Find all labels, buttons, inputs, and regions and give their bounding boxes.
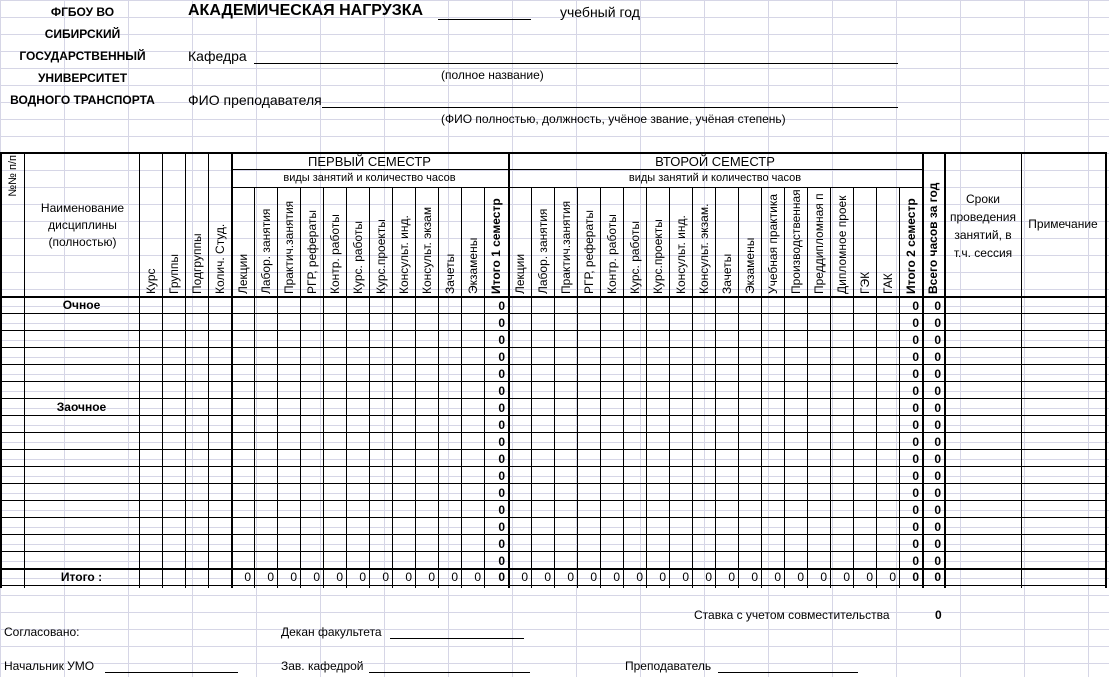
table-column-line <box>162 152 163 588</box>
table-row-line <box>0 585 1106 586</box>
total-value: 0 <box>682 570 689 584</box>
table-row-line <box>0 432 1106 433</box>
org-line: СИБИРСКИЙ <box>44 27 121 41</box>
row-total-value: 0 <box>498 418 505 432</box>
table-column-line <box>231 152 233 588</box>
sem2-subtitle: виды занятий и количество часов <box>628 172 802 184</box>
col-header-sem2: Консульт. экзам. <box>696 203 711 294</box>
row-total-value: 0 <box>912 486 919 500</box>
table-column-line <box>853 187 854 588</box>
sem1-title: ПЕРВЫЙ СЕМЕСТР <box>308 154 431 169</box>
teacher-signature-field[interactable] <box>718 672 858 673</box>
table-column-line <box>369 187 370 588</box>
table-column-line <box>323 187 324 588</box>
sem1-subtitle: виды занятий и количество часов <box>283 172 456 184</box>
col-header-sem1: Консульт. экзам <box>419 206 434 294</box>
col-header-sem2: Экзамены <box>742 237 757 294</box>
total-value: 0 <box>405 570 412 584</box>
col-header-sem1: Курс. работы <box>350 221 365 294</box>
table-column-line <box>531 187 532 588</box>
table-column-line <box>208 152 209 588</box>
col-header-sem1: Курс.проекты <box>373 219 388 294</box>
total-value: 0 <box>843 570 850 584</box>
row-total-value: 0 <box>498 316 505 330</box>
header-bottom-line <box>0 296 1106 298</box>
total-value: 0 <box>498 570 505 584</box>
row-total-value: 0 <box>498 520 505 534</box>
row-total-value: 0 <box>912 520 919 534</box>
total-value: 0 <box>544 570 551 584</box>
row-total-value: 0 <box>912 350 919 364</box>
umo-signature-field[interactable] <box>105 672 238 673</box>
row-total-value: 0 <box>498 435 505 449</box>
table-column-line <box>830 187 831 588</box>
row-total-value: 0 <box>934 520 941 534</box>
col-header-sem1: Экзамены <box>465 237 480 294</box>
table-column-line <box>784 187 785 588</box>
table-row-line <box>0 449 1106 450</box>
dean-signature-field[interactable] <box>390 638 524 639</box>
row-total-value: 0 <box>912 401 919 415</box>
row-total-value: 0 <box>498 452 505 466</box>
row-total-value: 0 <box>934 418 941 432</box>
row-total-value: 0 <box>498 333 505 347</box>
col-header-sem2: Курс.проекты <box>650 219 665 294</box>
total-value: 0 <box>313 570 320 584</box>
table-row-line <box>0 364 1106 365</box>
col-header-sem2: Лекции <box>512 253 527 294</box>
total-value: 0 <box>521 570 528 584</box>
col-header-sem2: Практич.занятия <box>558 200 573 294</box>
table-row-line <box>0 347 1106 348</box>
table-row-line <box>0 415 1106 416</box>
row-total-value: 0 <box>912 316 919 330</box>
row-total-value: 0 <box>934 316 941 330</box>
table-row-line <box>0 517 1106 518</box>
row-total-value: 0 <box>912 537 919 551</box>
row-total-value: 0 <box>912 333 919 347</box>
row-total-value: 0 <box>498 554 505 568</box>
total-value: 0 <box>728 570 735 584</box>
row-total-value: 0 <box>934 452 941 466</box>
table-column-line <box>139 152 140 588</box>
total-value: 0 <box>613 570 620 584</box>
row-total-value: 0 <box>912 384 919 398</box>
col-num-header: №№ п/п <box>7 155 19 197</box>
agreed-label: Согласовано: <box>4 625 80 639</box>
row-total-value: 0 <box>498 350 505 364</box>
col-header-sem2: Консульт. инд. <box>673 215 688 294</box>
table-row-line <box>0 483 1106 484</box>
col-note-header: Примечание <box>1028 217 1098 231</box>
total-row-label: Итого : <box>60 570 103 584</box>
total-value: 0 <box>382 570 389 584</box>
row-total-value: 0 <box>912 469 919 483</box>
table-row-line <box>0 381 1106 382</box>
table-column-line <box>185 152 186 588</box>
row-total-value: 0 <box>498 299 505 313</box>
total-value: 0 <box>267 570 274 584</box>
row-total-value: 0 <box>934 554 941 568</box>
org-line: ФГБОУ ВО <box>50 5 115 19</box>
dept-hint: (полное название) <box>441 68 544 82</box>
table-column-line <box>415 187 416 588</box>
col-header-fixed: Курс <box>143 268 158 294</box>
total-value: 0 <box>244 570 251 584</box>
section-full-time: Очное <box>62 298 101 312</box>
row-total-value: 0 <box>912 435 919 449</box>
row-total-value: 0 <box>912 452 919 466</box>
dept-field[interactable] <box>254 63 898 64</box>
col-dates-header: Сроки проведения занятий, в т.ч. сессия <box>950 192 1016 260</box>
total-value: 0 <box>912 570 919 584</box>
row-total-value: 0 <box>912 299 919 313</box>
col-header-sem1: РГР, рефераты <box>304 209 319 294</box>
col-header-sem2: Курс. работы <box>627 221 642 294</box>
table-column-line <box>277 187 278 588</box>
col-header-sem1-total: Итого 1 семестр <box>489 198 503 294</box>
row-total-value: 0 <box>498 401 505 415</box>
row-total-value: 0 <box>498 367 505 381</box>
teacher-hint: (ФИО полностью, должность, учёное звание, учёная степень) <box>441 112 786 126</box>
col-header-fixed: Подгруппы <box>189 233 204 294</box>
table-column-line <box>577 187 578 588</box>
table-row-line <box>0 330 1106 331</box>
table-column-line <box>646 187 647 588</box>
umo-label: Начальник УМО <box>4 659 95 673</box>
row-total-value: 0 <box>912 418 919 432</box>
row-total-value: 0 <box>934 350 941 364</box>
dept-label: Кафедра <box>188 48 247 64</box>
table-column-line <box>484 187 485 588</box>
row-total-value: 0 <box>498 486 505 500</box>
row-total-value: 0 <box>498 384 505 398</box>
col-header-sem1: Зачеты <box>442 253 457 294</box>
total-value: 0 <box>934 570 941 584</box>
teacher-sign-label: Преподаватель <box>625 659 712 673</box>
col-header-sem1: Лекции <box>235 253 250 294</box>
col-header-year-total: Всего часов за год <box>926 182 940 294</box>
teacher-field[interactable] <box>322 107 898 108</box>
org-line: УНИВЕРСИТЕТ <box>37 71 128 85</box>
row-total-value: 0 <box>934 367 941 381</box>
total-value: 0 <box>359 570 366 584</box>
total-value: 0 <box>659 570 666 584</box>
stavka-value: 0 <box>935 608 942 622</box>
row-total-value: 0 <box>934 401 941 415</box>
head-label: Зав. кафедрой <box>281 659 364 673</box>
org-line: ГОСУДАРСТВЕННЫЙ <box>19 49 146 63</box>
stavka-label: Ставка с учетом совместительства <box>694 608 890 622</box>
table-column-line <box>876 187 877 588</box>
row-total-value: 0 <box>912 503 919 517</box>
total-value: 0 <box>889 570 896 584</box>
total-value: 0 <box>636 570 643 584</box>
row-total-value: 0 <box>498 469 505 483</box>
col-header-sem2: Лабор. занятия <box>535 208 550 294</box>
total-value: 0 <box>474 570 481 584</box>
col-header-sem2: Дипломное проек <box>834 195 849 294</box>
table-column-line <box>0 152 2 588</box>
table-row-line <box>0 500 1106 501</box>
table-column-line <box>692 187 693 588</box>
total-value: 0 <box>567 570 574 584</box>
row-total-value: 0 <box>934 384 941 398</box>
col-header-sem2: РГР, рефераты <box>581 209 596 294</box>
col-header-fixed: Колич. Студ. <box>212 223 227 294</box>
row-total-value: 0 <box>934 333 941 347</box>
section-part-time: Заочное <box>56 400 107 414</box>
table-column-line <box>300 187 301 588</box>
col-header-sem2: Преддипломная п <box>811 193 826 294</box>
sem2-title: ВТОРОЙ СЕМЕСТР <box>655 154 775 169</box>
col-header-sem2: ГЭК <box>857 271 872 294</box>
table-column-line <box>254 187 255 588</box>
table-row-line <box>0 313 1106 314</box>
total-value: 0 <box>590 570 597 584</box>
col-header-sem2: Учебная практика <box>765 193 780 294</box>
table-column-line <box>623 187 624 588</box>
row-total-value: 0 <box>934 486 941 500</box>
total-value: 0 <box>866 570 873 584</box>
col-header-sem2: Зачеты <box>719 253 734 294</box>
dean-label: Декан факультета <box>281 625 382 639</box>
total-value: 0 <box>428 570 435 584</box>
total-value: 0 <box>336 570 343 584</box>
table-column-line <box>715 187 716 588</box>
table-row-line <box>0 534 1106 535</box>
table-row-line <box>0 466 1106 467</box>
col-header-fixed: Группы <box>166 254 181 294</box>
total-value: 0 <box>290 570 297 584</box>
table-column-line <box>738 187 739 588</box>
head-signature-field[interactable] <box>369 672 530 673</box>
col-header-sem2-total: Итого 2 семестр <box>903 198 918 294</box>
table-column-line <box>761 187 762 588</box>
year-field[interactable] <box>438 19 531 20</box>
table-column-line <box>392 187 393 588</box>
col-header-sem2: Производственная <box>788 189 803 294</box>
col-header-sem1: Консульт. инд. <box>396 215 411 294</box>
table-column-line <box>554 187 555 588</box>
teacher-label: ФИО преподавателя <box>188 92 322 108</box>
table-column-line <box>24 152 25 588</box>
total-value: 0 <box>797 570 804 584</box>
row-total-value: 0 <box>498 537 505 551</box>
row-total-value: 0 <box>934 469 941 483</box>
total-value: 0 <box>751 570 758 584</box>
table-column-line <box>346 187 347 588</box>
table-column-line <box>899 187 900 588</box>
total-value: 0 <box>451 570 458 584</box>
table-row-line <box>0 551 1106 552</box>
table-column-line <box>807 187 808 588</box>
table-column-line <box>600 187 601 588</box>
table-column-line <box>1105 152 1107 588</box>
table-column-line <box>508 152 510 588</box>
col-header-sem2: ГАК <box>880 273 895 294</box>
col-header-sem1: Практич.занятия <box>281 200 296 294</box>
total-value: 0 <box>820 570 827 584</box>
col-header-sem1: Лабор. занятия <box>258 208 273 294</box>
row-total-value: 0 <box>934 435 941 449</box>
col-header-sem1: Контр. работы <box>327 214 342 294</box>
table-column-line <box>922 152 924 588</box>
table-column-line <box>461 187 462 588</box>
total-value: 0 <box>774 570 781 584</box>
total-value: 0 <box>705 570 712 584</box>
year-label: учебный год <box>560 4 640 20</box>
org-line: ВОДНОГО ТРАНСПОРТА <box>10 93 155 107</box>
row-total-value: 0 <box>498 503 505 517</box>
row-total-value: 0 <box>934 503 941 517</box>
table-column-line <box>669 187 670 588</box>
row-total-value: 0 <box>912 554 919 568</box>
page-title: АКАДЕМИЧЕСКАЯ НАГРУЗКА <box>188 2 424 19</box>
row-total-value: 0 <box>912 367 919 381</box>
table-column-line <box>438 187 439 588</box>
col-header-sem2: Контр. работы <box>604 214 619 294</box>
table-row-line <box>0 398 1106 399</box>
col-name-header: Наименование дисциплины (полностью) <box>40 201 125 249</box>
semester-title-line <box>231 169 922 170</box>
row-total-value: 0 <box>934 299 941 313</box>
row-total-value: 0 <box>934 537 941 551</box>
